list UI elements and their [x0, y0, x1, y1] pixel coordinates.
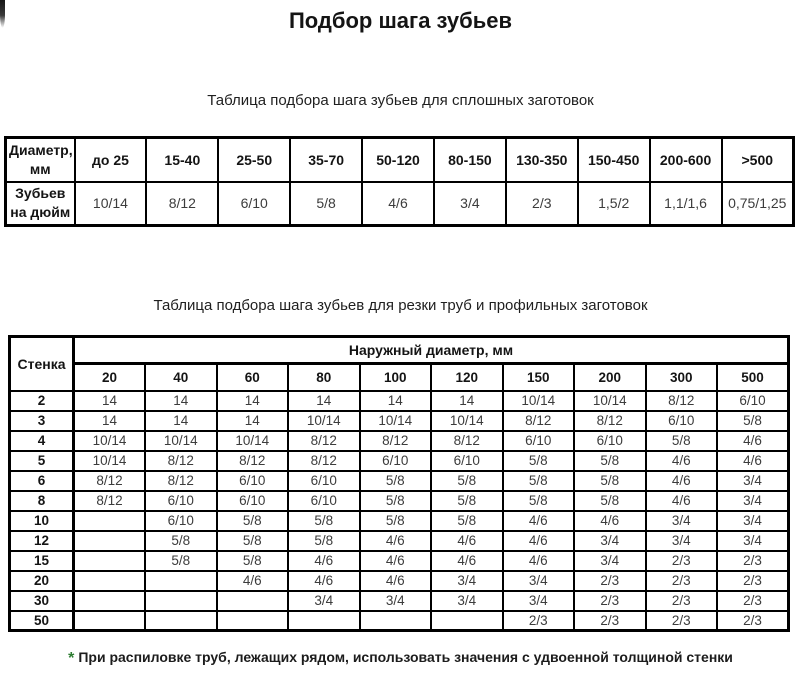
pitch-value-cell: 4/6	[431, 531, 503, 551]
diameter-column-header: 80	[288, 364, 360, 391]
diameter-column-header: 500	[717, 364, 789, 391]
wall-thickness-label: 3	[10, 411, 74, 431]
diameter-column-header: 150	[503, 364, 575, 391]
pitch-value-cell: 5/8	[288, 531, 360, 551]
pitch-value-cell: 6/10	[288, 491, 360, 511]
pitch-value-cell: 4/6	[360, 531, 432, 551]
wall-thickness-label: 8	[10, 491, 74, 511]
table-row	[10, 364, 789, 391]
outer-diameter-group-header: Наружный диаметр, мм	[74, 337, 789, 364]
pitch-value-cell: 4/6	[360, 551, 432, 571]
pitch-value-cell	[431, 611, 503, 631]
diameter-row-header: Диаметр, мм	[6, 138, 75, 182]
pitch-value-cell: 4/6	[646, 471, 718, 491]
pitch-value-cell: 8/12	[288, 431, 360, 451]
wall-thickness-label: 10	[10, 511, 74, 531]
pitch-value-cell: 1,5/2	[578, 182, 650, 226]
pitch-value-cell	[360, 611, 432, 631]
pitch-value-cell: 5/8	[574, 451, 646, 471]
diameter-range-header: 130-350	[506, 138, 578, 182]
table-row	[10, 411, 789, 431]
pitch-value-cell: 5/8	[431, 491, 503, 511]
pitch-value-cell: 3/4	[646, 511, 718, 531]
table-row	[10, 431, 789, 451]
pitch-value-cell: 0,75/1,25	[722, 182, 794, 226]
diameter-range-header: 150-450	[578, 138, 650, 182]
pitch-value-cell: 10/14	[431, 411, 503, 431]
pitch-value-cell: 6/10	[288, 471, 360, 491]
pitch-value-cell: 5/8	[574, 491, 646, 511]
pitch-value-cell: 4/6	[217, 571, 289, 591]
pitch-value-cell: 3/4	[503, 571, 575, 591]
teeth-per-inch-row-header: Зубьев на дюйм	[6, 182, 75, 226]
pitch-value-cell: 10/14	[574, 391, 646, 411]
pitch-value-cell: 2/3	[717, 571, 789, 591]
pitch-value-cell	[74, 611, 146, 631]
pitch-value-cell: 14	[217, 411, 289, 431]
pitch-value-cell: 14	[145, 411, 217, 431]
pitch-value-cell: 4/6	[646, 491, 718, 511]
pitch-value-cell: 6/10	[217, 471, 289, 491]
wall-thickness-label: 20	[10, 571, 74, 591]
pitch-value-cell: 2/3	[574, 571, 646, 591]
table-row	[10, 591, 789, 611]
pitch-value-cell: 6/10	[717, 391, 789, 411]
pitch-value-cell: 2/3	[717, 551, 789, 571]
pitch-value-cell: 3/4	[431, 591, 503, 611]
pitch-value-cell: 4/6	[503, 511, 575, 531]
diameter-range-header: до 25	[75, 138, 147, 182]
pitch-value-cell	[145, 571, 217, 591]
wall-thickness-label: 50	[10, 611, 74, 631]
pitch-value-cell: 3/4	[288, 591, 360, 611]
pitch-value-cell	[74, 591, 146, 611]
pitch-value-cell	[217, 591, 289, 611]
pitch-value-cell: 5/8	[503, 451, 575, 471]
diameter-range-header: >500	[722, 138, 794, 182]
wall-thickness-label: 12	[10, 531, 74, 551]
pitch-value-cell: 6/10	[145, 511, 217, 531]
pitch-value-cell: 10/14	[75, 182, 147, 226]
pitch-value-cell: 5/8	[217, 531, 289, 551]
pitch-value-cell: 5/8	[288, 511, 360, 531]
pitch-value-cell: 3/4	[574, 551, 646, 571]
pitch-value-cell: 8/12	[288, 451, 360, 471]
pitch-value-cell: 8/12	[431, 431, 503, 451]
footnote-text: При распиловке труб, лежащих рядом, использовать значения с удвоенной толщиной стенки	[78, 649, 733, 665]
pitch-value-cell: 14	[74, 411, 146, 431]
pitch-value-cell: 4/6	[288, 571, 360, 591]
pitch-value-cell: 4/6	[288, 551, 360, 571]
pitch-value-cell: 5/8	[290, 182, 362, 226]
pitch-value-cell: 5/8	[503, 491, 575, 511]
pitch-value-cell	[74, 511, 146, 531]
pitch-value-cell: 3/4	[717, 471, 789, 491]
pitch-value-cell: 14	[217, 391, 289, 411]
wall-thickness-label: 15	[10, 551, 74, 571]
pitch-value-cell	[74, 531, 146, 551]
pitch-value-cell: 4/6	[503, 531, 575, 551]
wall-thickness-label: 5	[10, 451, 74, 471]
table-row	[10, 511, 789, 531]
table-row	[6, 138, 794, 182]
wall-corner-header: Стенка	[10, 337, 74, 391]
pitch-value-cell: 2/3	[646, 571, 718, 591]
diameter-range-header: 200-600	[650, 138, 722, 182]
table-row	[10, 471, 789, 491]
pitch-value-cell: 5/8	[646, 431, 718, 451]
pitch-value-cell: 10/14	[288, 411, 360, 431]
wall-thickness-label: 4	[10, 431, 74, 451]
diameter-range-header: 35-70	[290, 138, 362, 182]
pitch-value-cell: 8/12	[74, 491, 146, 511]
pitch-value-cell	[145, 611, 217, 631]
pitch-value-cell: 3/4	[717, 511, 789, 531]
pitch-value-cell: 5/8	[431, 511, 503, 531]
table-row	[10, 611, 789, 631]
pitch-value-cell: 1,1/1,6	[650, 182, 722, 226]
diameter-range-header: 50-120	[362, 138, 434, 182]
pitch-value-cell: 4/6	[717, 451, 789, 471]
pitch-value-cell: 5/8	[360, 491, 432, 511]
pitch-value-cell: 4/6	[360, 571, 432, 591]
pitch-value-cell: 2/3	[717, 591, 789, 611]
pitch-value-cell: 2/3	[503, 611, 575, 631]
pitch-value-cell	[74, 571, 146, 591]
pitch-value-cell: 14	[360, 391, 432, 411]
diameter-column-header: 60	[217, 364, 289, 391]
pitch-value-cell: 8/12	[360, 431, 432, 451]
pitch-value-cell: 5/8	[503, 471, 575, 491]
pitch-value-cell: 8/12	[145, 471, 217, 491]
diameter-range-header: 25-50	[218, 138, 290, 182]
pitch-value-cell: 3/4	[434, 182, 506, 226]
pitch-value-cell	[217, 611, 289, 631]
pitch-value-cell: 3/4	[646, 531, 718, 551]
wall-thickness-label: 30	[10, 591, 74, 611]
pitch-value-cell: 6/10	[431, 451, 503, 471]
pitch-value-cell: 4/6	[574, 511, 646, 531]
pitch-value-cell: 8/12	[146, 182, 218, 226]
diameter-range-header: 80-150	[434, 138, 506, 182]
footnote-asterisk: *	[68, 650, 75, 667]
pitch-value-cell: 6/10	[217, 491, 289, 511]
pitch-value-cell: 10/14	[74, 451, 146, 471]
pitch-value-cell: 14	[145, 391, 217, 411]
pitch-value-cell: 2/3	[646, 551, 718, 571]
pitch-value-cell: 2/3	[717, 611, 789, 631]
pitch-value-cell: 8/12	[74, 471, 146, 491]
pitch-value-cell: 2/3	[506, 182, 578, 226]
pitch-value-cell	[74, 551, 146, 571]
pitch-value-cell: 6/10	[218, 182, 290, 226]
pitch-value-cell	[145, 591, 217, 611]
pitch-value-cell: 3/4	[717, 491, 789, 511]
pitch-value-cell: 2/3	[646, 591, 718, 611]
pitch-value-cell: 8/12	[574, 411, 646, 431]
pitch-value-cell: 6/10	[360, 451, 432, 471]
table2-caption: Таблица подбора шага зубьев для резки труб и профильных заготовок	[153, 297, 648, 314]
wall-thickness-label: 2	[10, 391, 74, 411]
pitch-value-cell: 6/10	[646, 411, 718, 431]
pitch-value-cell: 2/3	[574, 591, 646, 611]
pitch-value-cell: 4/6	[717, 431, 789, 451]
pitch-value-cell: 3/4	[503, 591, 575, 611]
pitch-value-cell: 10/14	[217, 431, 289, 451]
pitch-value-cell: 14	[431, 391, 503, 411]
pitch-value-cell: 5/8	[717, 411, 789, 431]
pitch-value-cell: 5/8	[360, 471, 432, 491]
pitch-value-cell: 8/12	[145, 451, 217, 471]
pitch-value-cell: 5/8	[360, 511, 432, 531]
tube-profile-table	[8, 335, 790, 632]
pitch-value-cell: 5/8	[145, 531, 217, 551]
pitch-value-cell: 8/12	[217, 451, 289, 471]
pitch-value-cell: 5/8	[217, 551, 289, 571]
table-row	[10, 337, 789, 364]
pitch-value-cell: 3/4	[431, 571, 503, 591]
pitch-value-cell: 3/4	[717, 531, 789, 551]
page-title: Подбор шага зубьев	[288, 8, 513, 33]
table-row	[10, 571, 789, 591]
table-row	[10, 531, 789, 551]
diameter-column-header: 100	[360, 364, 432, 391]
pitch-value-cell: 4/6	[503, 551, 575, 571]
pitch-value-cell: 14	[74, 391, 146, 411]
pitch-value-cell: 5/8	[217, 511, 289, 531]
pitch-value-cell: 6/10	[574, 431, 646, 451]
solid-stock-table	[4, 136, 795, 227]
pitch-value-cell: 4/6	[646, 451, 718, 471]
wall-thickness-label: 6	[10, 471, 74, 491]
pitch-value-cell: 10/14	[145, 431, 217, 451]
pitch-value-cell: 5/8	[431, 471, 503, 491]
pitch-value-cell: 8/12	[646, 391, 718, 411]
pitch-value-cell: 5/8	[574, 471, 646, 491]
pitch-value-cell: 8/12	[503, 411, 575, 431]
diameter-column-header: 120	[431, 364, 503, 391]
diameter-range-header: 15-40	[146, 138, 218, 182]
diameter-column-header: 200	[574, 364, 646, 391]
table-row	[6, 182, 794, 226]
footnote	[0, 649, 801, 668]
diameter-column-header: 20	[74, 364, 146, 391]
pitch-value-cell: 10/14	[503, 391, 575, 411]
pitch-value-cell: 3/4	[360, 591, 432, 611]
diameter-column-header: 300	[646, 364, 718, 391]
pitch-value-cell: 2/3	[646, 611, 718, 631]
pitch-value-cell: 2/3	[574, 611, 646, 631]
pitch-value-cell: 3/4	[574, 531, 646, 551]
pitch-value-cell: 10/14	[74, 431, 146, 451]
table-row	[10, 391, 789, 411]
pitch-value-cell: 6/10	[145, 491, 217, 511]
pitch-value-cell: 4/6	[431, 551, 503, 571]
pitch-value-cell: 14	[288, 391, 360, 411]
pitch-value-cell	[288, 611, 360, 631]
pitch-value-cell: 4/6	[362, 182, 434, 226]
pitch-value-cell: 10/14	[360, 411, 432, 431]
table-row	[10, 491, 789, 511]
table-row	[10, 451, 789, 471]
pitch-value-cell: 5/8	[145, 551, 217, 571]
diameter-column-header: 40	[145, 364, 217, 391]
table-row	[10, 551, 789, 571]
pitch-value-cell: 6/10	[503, 431, 575, 451]
table1-caption: Таблица подбора шага зубьев для сплошных заготовок	[207, 92, 594, 109]
